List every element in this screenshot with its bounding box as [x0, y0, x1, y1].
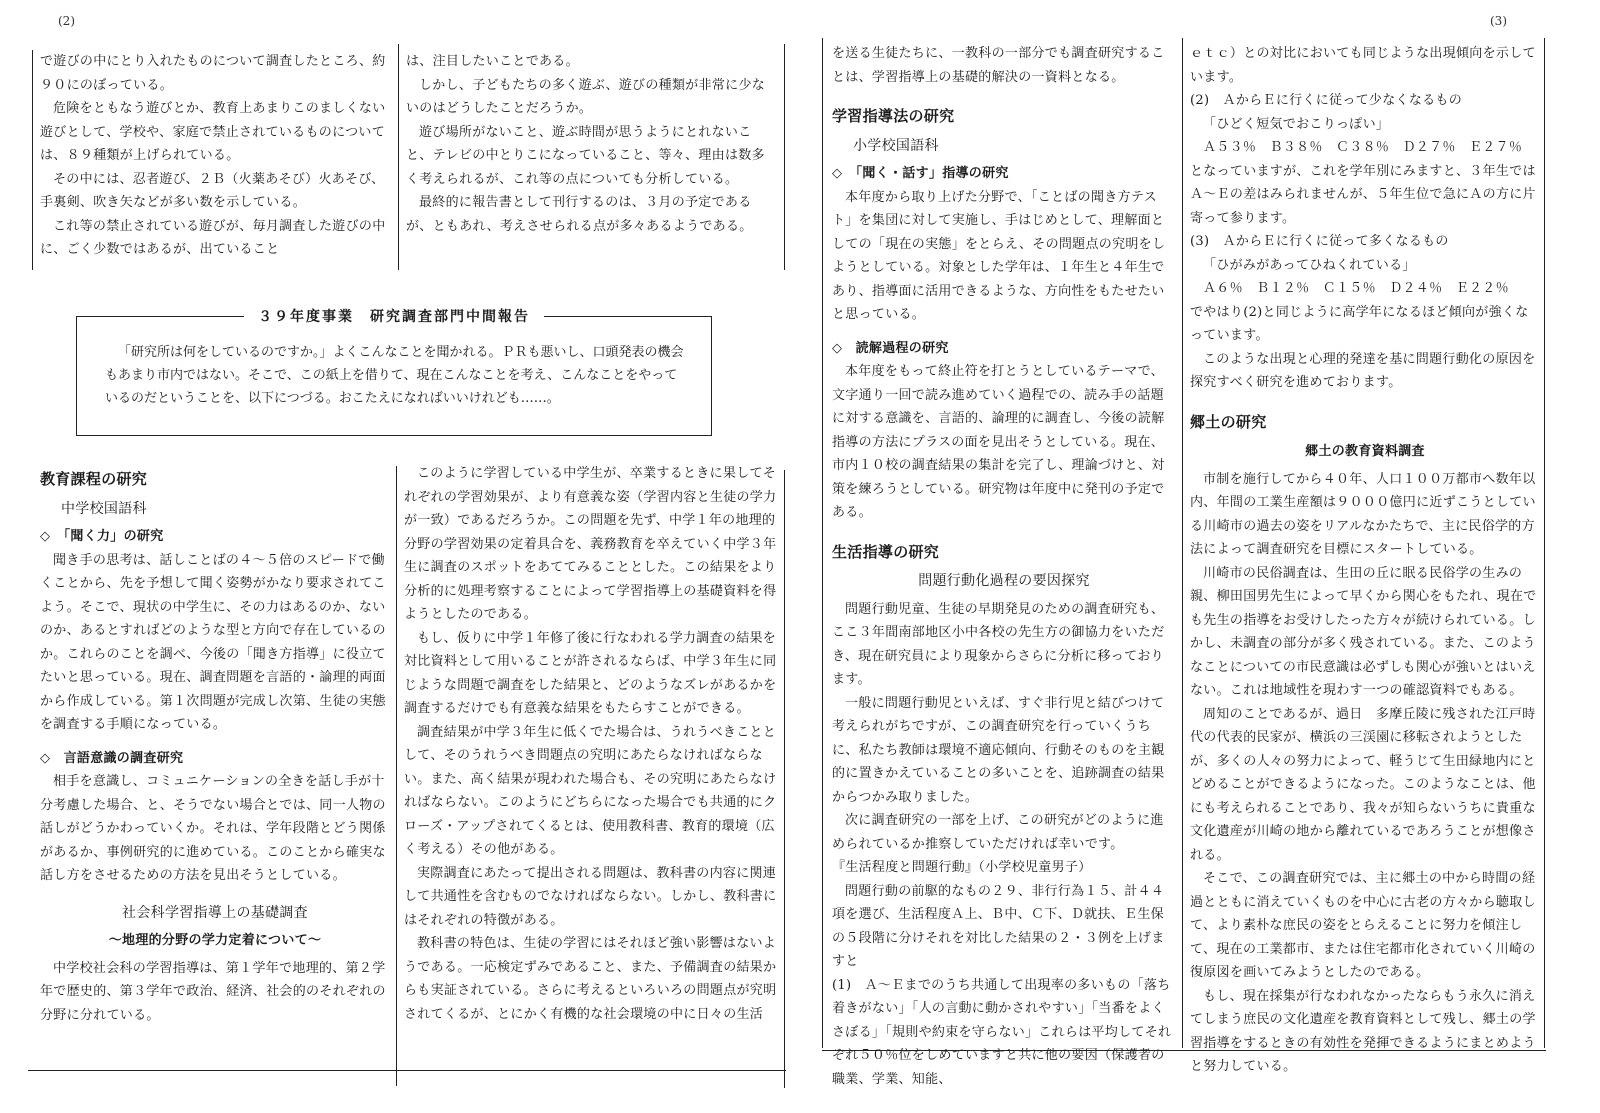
- life-para-4-title: 『生活程度と問題行動』（小学校児童男子）: [832, 860, 1092, 875]
- top-col2-para-2: しかし、子どもたちの多く遊ぶ、遊びの種類が非常に少ないのはどうしたことだろうか。: [406, 77, 766, 116]
- bottom-rule-left: [28, 1070, 786, 1071]
- listening-section-title: ◇ 「聞く力」の研究: [40, 529, 164, 544]
- language-awareness-text: 相手を意識し、コミュニケーションの全きを話し手が十分考慮した場合、と、そうでない場合とでは、同一人物の話しがどうかわっていくか。それは、学年段階とどう関係があるか、事例研究的に進めている。このことから確実な話し方をさせるための方法を見出そうとしている。: [40, 774, 386, 883]
- col2-para-3: 調査結果が中学３年生に低くでた場合は、うれうべきこととして、そのうれうべき問題点の究明にあたらなければならない。また、高く結果が現われた場合も、その究明にあたらなければならない。このようにどちらになった場合でも共通的にクローズ・アップされてくるとは、使用教科書、教育的環境（広く考える）その他がある。: [404, 724, 777, 857]
- social-studies-subtitle: ～地理的分野の学力定着について～: [108, 933, 322, 948]
- local-study-heading: 郷土の研究: [1190, 412, 1267, 431]
- life-guidance-heading: 生活指導の研究: [832, 542, 940, 561]
- bottom-right-border: [784, 470, 785, 1088]
- right-left-border: [822, 38, 823, 1048]
- bottom-column-divider: [396, 466, 397, 1086]
- result-text-1: ｅｔｃ）との対比においても同じような出現傾向を示しています。: [1190, 46, 1536, 85]
- life-guidance-subheading: 問題行動化過程の要因探究: [918, 573, 1090, 589]
- page-number-right: (3): [1490, 14, 1507, 28]
- result-conclusion: このような出現と心理的発達を基に問題行動化の原因を探究すべく研究を進めております。: [1190, 351, 1536, 390]
- local-para-5: もし、現在採集が行なわれなかったならもう永久に消えてしまう庶民の文化遺産を教育資料として残し、郷土の学習指導をするときの有効性を発揮できるようにまとめようと努力している。: [1190, 988, 1536, 1074]
- local-para-2: 川崎市の民俗調査は、生田の丘に眠る民俗学の生みの親、柳田国男先生によって早くから関心をもたれ、現在でも先生の指導をお受けしたった方々が続けられている。しかし、未調査の部分が多く残されている。また、このようなことについての市民意識は必ずしも関心が強いとはいえない。これは地域性を現わす一つの確認資料でもある。: [1190, 565, 1537, 698]
- left-page: [0, 0, 792, 1113]
- top-left-border: [32, 50, 33, 270]
- top-col2-para-1: は、注目したいことである。: [406, 54, 579, 69]
- local-para-3: 周知のことであるが、過日 多摩丘陵に残された江戸時代の代表的民家が、横浜の三渓園に移転されようとしたが、多くの人々の努力によって、軽うじて生田緑地内にとどめることができるようになった。このようなことは、他にも考えられることであり、我々が知らないうちに貴重な文化遺産が川崎の地から離れているであろうことが想像される。: [1190, 706, 1536, 863]
- interim-report-box: [76, 309, 712, 436]
- language-awareness-title: ◇ 言語意識の調査研究: [40, 750, 184, 766]
- listening-section-text: 聞き手の思考は、話しことばの４～５倍のスピードで働くことから、先を予想して聞く姿勢がかなり要求されてこよう。そこで、現状の中学生に、その力はあるのか、ないのか、あるとすればどのような型と方向で存在しているのか。これらのことを調べ、今後の「聞き方指導」に役立てたいと思っている。現在、調査問題を言語的・論理的両面から作成している。第１次問題が完成し次第、生徒の実態を調査する手順になっている。: [40, 552, 386, 732]
- listen-speak-text: 本年度から取り上げた分野で、「ことばの聞き方テスト」を集団に対して実施し、手はじめとして、理解面としての「現在の実態」をとらえ、その問題点の究明をしようとしている。対象とした学年は、１年生と４年生であり、指導面に活用できるような、方向性をもたせたいと思っている。: [832, 189, 1166, 322]
- top-col1-para-4: これ等の禁止されている遊びが、毎月調査した遊びの中に、ごく少数ではあるが、出ていること: [40, 218, 386, 257]
- report-title: ３９年度事業 研究調査部門中間報告: [244, 309, 544, 325]
- col2-para-1: このように学習している中学生が、卒業するときに果してそれぞれの学習効果が、より有意義な姿（学習内容と生徒の学力が一致）であるだろうか。この問題を先ず、中学１年の地理的分野の学習効果の定着具合を、義務教育を卒えていく中学３年生に調査のスポットをあててみることとした。この結果をより分析的に処理考察することによって学習指導上の基礎資料を得ようとしたのである。: [404, 466, 777, 622]
- right-page: [800, 0, 1600, 1113]
- top-col1-para-3: その中には、忍者遊び、２Ｂ（火薬あそび）火あそび、手裏剣、吹き矢などが多い数を示している。: [40, 171, 385, 210]
- local-para-4: そこで、この調査研究では、主に郷土の中から時間の経過とともに消えていくものを中心に古老の方々から聴取して、より素朴な庶民の姿をとらえることに努力を傾注して、現在の工業都市、または住宅都市化されていく川崎の復原図を画いてみようとしたのである。: [1190, 871, 1536, 980]
- result-item-3-values: Ａ６％ Ｂ１２％ Ｃ１５％ Ｄ２４％ Ｅ２２％: [1203, 281, 1509, 296]
- top-col1-para-2: 危険をともなう遊びとか、教育上あまりこのましくない遊びとして、学校や、家庭で禁止されているものについては、８９種類が上げられている。: [40, 101, 386, 163]
- top-right-border: [784, 44, 785, 270]
- right-column-1: [832, 42, 1176, 1087]
- result-item-2-quote: 「ひどく短気でおこりっぽい」: [1203, 116, 1390, 132]
- top-col1-para-1: で遊びの中にとり入れたものについて調査したところ、約９０にのぼっている。: [40, 54, 386, 93]
- reading-process-title: ◇ 読解過程の研究: [832, 340, 949, 356]
- listen-speak-title: ◇ 「聞く・話す」指導の研究: [832, 166, 1009, 181]
- top-column-1: [40, 50, 392, 272]
- curriculum-column-2: [404, 462, 778, 1066]
- page-number-left: (2): [58, 14, 75, 28]
- life-para-3: 次に調査研究の一部を上げ、この研究がどのように進められているか推察していただければ幸いです。: [832, 813, 1164, 852]
- reading-process-text: 本年度をもって終止符を打とうとしているテーマで、文字通り一回で読み進めていく過程での、読み手の話題に対する意識を、言語的、論理的に調査し、今後の読解指導の方法にプラスの面を見出そうとしている。現在、市内１０校の調査結果の集計を完了し、理論づけと、対策を練ろうとしている。研究物は年度中に発刊の予定である。: [832, 364, 1165, 520]
- result-item-3-text: でやはり(2)と同じように高学年になるほど傾向が強くなっています。: [1190, 304, 1529, 343]
- teaching-method-heading: 学習指導法の研究: [832, 107, 955, 125]
- top-column-divider: [398, 44, 399, 270]
- local-study-subheading: 郷土の教育資料調査: [1305, 444, 1425, 459]
- curriculum-subheading: 中学校国語科: [61, 500, 147, 517]
- report-body: 「研究所は何をしているのですか。」よくこんなことを聞かれる。ＰＲも悪いし、口頭発表の機会もあまり市内ではない。そこで、この紙上を借りて、現在こんなことを考え、こんなことをやっているのだということを、以下につづる。おこたえになればいいけれども……。: [105, 345, 684, 406]
- result-item-2-text: となっていますが、これを学年別にみますと、３年生ではＡ～Ｅの差はみられませんが、５年生位で急にＡの方に片寄って参ります。: [1190, 163, 1536, 226]
- top-col2-para-4: 最終的に報告書として刊行するのは、３月の予定であるが、ともあれ、考えさせられる点が多々あるようである。: [406, 195, 753, 234]
- life-para-1: 問題行動児童、生徒の早期発見のための調査研究も、ここ３年間南部地区小中各校の先生方の御協力をいただき、現在研究員により現象からさらに分析に移っております。: [832, 601, 1165, 687]
- right-right-border: [1544, 38, 1545, 1048]
- right-column-2: [1190, 42, 1540, 1074]
- col2-para-4: 実際調査にあたって提出される問題は、教科書の内容に関連して共通性を含むものでなければならない。しかし、教科書にはそれぞれの特徴がある。: [404, 865, 777, 928]
- bottom-rule-right: [822, 1050, 1546, 1051]
- teaching-method-subheading: 小学校国語科: [853, 137, 939, 154]
- right-intro-text: を送る生徒たちに、一教科の一部分でも調査研究することは、学習指導上の基礎的解決の一資料となる。: [832, 46, 1165, 85]
- local-para-1: 市制を施行してから４０年、人口１００万都市へ数年以内、年間の工業生産額は９０００億円に近ずこうとしている川崎市の過去の姿をリアルなかたちで、主に民俗学的方法によって調査研究を目標にスタートしている。: [1190, 471, 1536, 557]
- life-para-2: 一般に問題行動児といえば、すぐ非行児と結びつけて考えられがちですが、この調査研究を行っていくうちに、私たち教師は環境不適応傾向、行動そのものを主観的に置きかえていることの多いことを、追跡調査の結果からつかみ取りました。: [832, 695, 1165, 805]
- social-studies-title: 社会科学習指導上の基礎調査: [122, 904, 308, 921]
- life-para-4: 問題行動の前駆的なもの２９、非行行為１５、計４４項を選び、生活程度Ａ上、Ｂ中、Ｃ下、Ｄ就扶、Ｅ生保の５段階に分けそれを対比した結果の２・３例を上げますと: [832, 883, 1165, 969]
- col2-para-5: 教科書の特色は、生徒の学習にはそれほど強い影響はないようである。一応検定ずみであること、また、予備調査の結果からも実証されている。さらに考えるといろいろの問題点が究明されてくるが、とにかく有機的な社会環境の中に日々の生活: [404, 936, 777, 1022]
- social-studies-text: 中学校社会科の学習指導は、第１学年で地理的、第２学年で歴史的、第３学年で政治、経済、社会的のそれぞれの分野に分れている。: [40, 960, 386, 1023]
- result-item-2-values: Ａ５３％ Ｂ３８％ Ｃ３８％ Ｄ２７％ Ｅ２７％: [1203, 140, 1523, 155]
- curriculum-heading: 教育課程の研究: [40, 470, 148, 488]
- col2-para-2: もし、仮りに中学１年修了後に行なわれる学力調査の結果を対比資料として用いることが許されるならば、中学３年生に同じような問題で調査をした結果と、どのようなズレがあるかを調査するだけでも有意義な結果をもたらすことができる。: [404, 630, 777, 716]
- right-column-divider: [1182, 38, 1183, 1048]
- result-item-3: (3) ＡからＥに行くに従って多くなるもの: [1190, 234, 1449, 249]
- top-column-2: [406, 50, 778, 272]
- curriculum-column: [40, 462, 390, 1066]
- top-col2-para-3: 遊び場所がないこと、遊ぶ時間が思うようにとれないこと、テレビの中とりこになっていること、等々、理由は数多く考えられるが、これ等の点についても分析している。: [406, 124, 765, 187]
- result-item-3-quote: 「ひがみがあってひねくれている」: [1203, 257, 1416, 273]
- result-item-2: (2) ＡからＥに行くに従って少なくなるもの: [1190, 93, 1463, 108]
- life-para-5: (1) Ａ～Ｅまでのうち共通して出現率の多いもの「落ち着きがない」「人の言動に動かされやすい」「当番をよくさぼる」「規則や約束を守らない」これらは平均してそれぞれ５０％位をしめていますと共に他の要因（保護者の職業、学業、知能、: [832, 977, 1172, 1087]
